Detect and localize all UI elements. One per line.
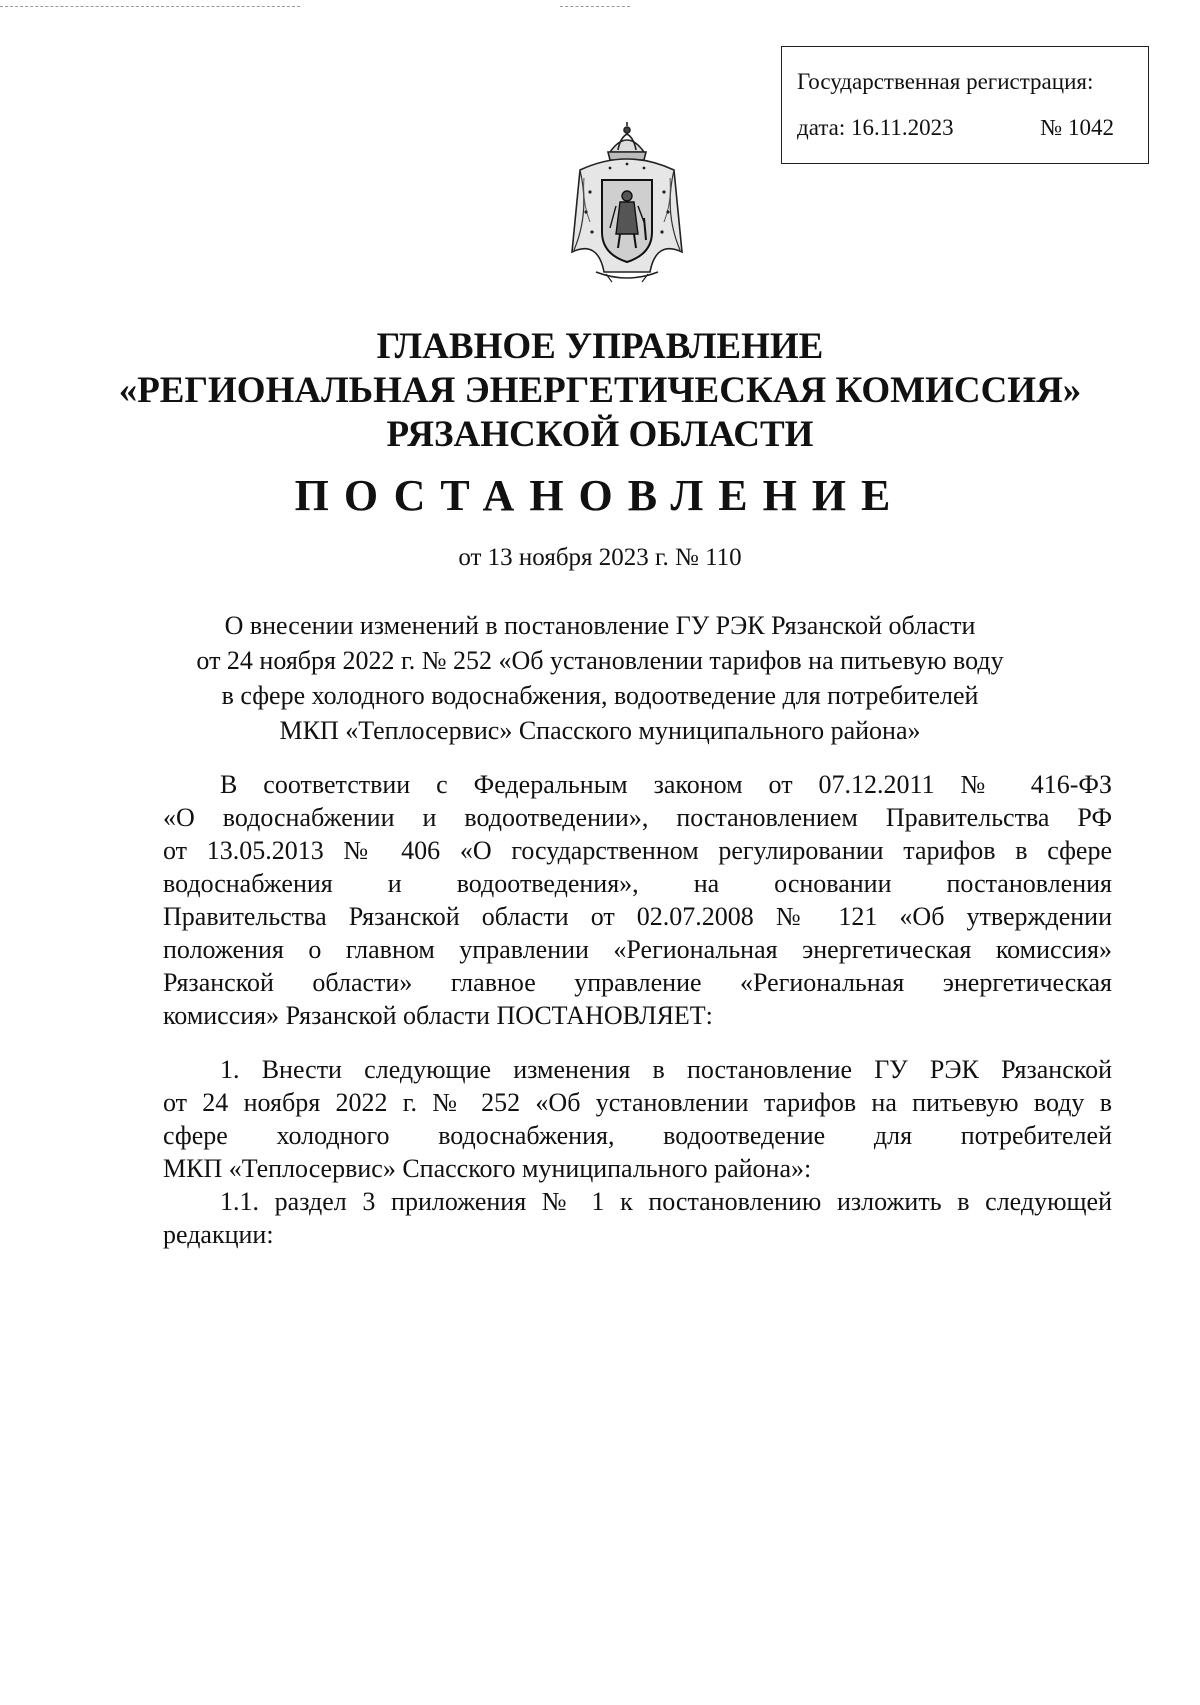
registration-stamp xyxy=(781,46,1149,164)
org-line: РЯЗАНСКОЙ ОБЛАСТИ xyxy=(386,414,814,455)
paragraph-line: от 13.05.2013 № 406 «О государственном регулировании тарифов в сфере xyxy=(163,836,1112,865)
registration-title: Государственная регистрация: xyxy=(797,69,1094,94)
organization-title xyxy=(0,325,1200,457)
basis-paragraph xyxy=(163,768,1112,1032)
document-type-heading: ПОСТАНОВЛЕНИЕ xyxy=(294,471,906,520)
coat-of-arms-icon xyxy=(560,122,694,284)
paragraph-line: 1. Внести следующие изменения в постановление ГУ РЭК Рязанской xyxy=(220,1055,1112,1084)
paragraph-line: В соответствии с Федеральным законом от 07.12.2011 № 416-ФЗ xyxy=(220,770,1112,799)
paragraph-line: комиссия» Рязанской области ПОСТАНОВЛЯЕТ: xyxy=(163,1001,713,1030)
paragraph-line: МКП «Теплосервис» Спасского муниципального района»: xyxy=(163,1154,812,1183)
scan-artifact-line xyxy=(0,6,300,8)
paragraph-line: водоснабжения и водоотведения», на основании постановления xyxy=(163,869,1112,898)
paragraph-line: положения о главном управлении «Региональная энергетическая комиссия» xyxy=(163,935,1112,964)
item-1-paragraph xyxy=(163,1053,1112,1251)
paragraph-line: Правительства Рязанской области от 02.07.2008 № 121 «Об утверждении xyxy=(163,902,1112,931)
paragraph-line: сфере холодного водоснабжения, водоотведение для потребителей xyxy=(163,1121,1112,1150)
paragraph-line: от 24 ноября 2022 г. № 252 «Об установлении тарифов на питьевую воду в xyxy=(163,1088,1112,1117)
paragraph-line: 1.1. раздел 3 приложения № 1 к постановлению изложить в следующей xyxy=(220,1187,1112,1216)
org-line: «РЕГИОНАЛЬНАЯ ЭНЕРГЕТИЧЕСКАЯ КОМИССИЯ» xyxy=(118,370,1082,411)
scan-artifact-line xyxy=(560,6,630,8)
subject-line: О внесении изменений в постановление ГУ РЭК Рязанской области xyxy=(224,611,976,640)
paragraph-line: «О водоснабжении и водоотведении», постановлением Правительства РФ xyxy=(163,803,1112,832)
registration-number: № 1042 xyxy=(1040,115,1114,140)
document-date-number: от 13 ноября 2023 г. № 110 xyxy=(458,544,742,571)
subject-line: в сфере холодного водоснабжения, водоотведение для потребителей xyxy=(221,681,979,710)
registration-date: дата: 16.11.2023 xyxy=(797,115,954,140)
document-subject xyxy=(0,608,1200,748)
org-line: ГЛАВНОЕ УПРАВЛЕНИЕ xyxy=(376,326,824,367)
paragraph-line: Рязанской области» главное управление «Региональная энергетическая xyxy=(163,968,1112,997)
subject-line: МКП «Теплосервис» Спасского муниципального района» xyxy=(279,716,921,745)
paragraph-line: редакции: xyxy=(163,1220,274,1249)
subject-line: от 24 ноября 2022 г. № 252 «Об установлении тарифов на питьевую воду xyxy=(196,646,1004,675)
